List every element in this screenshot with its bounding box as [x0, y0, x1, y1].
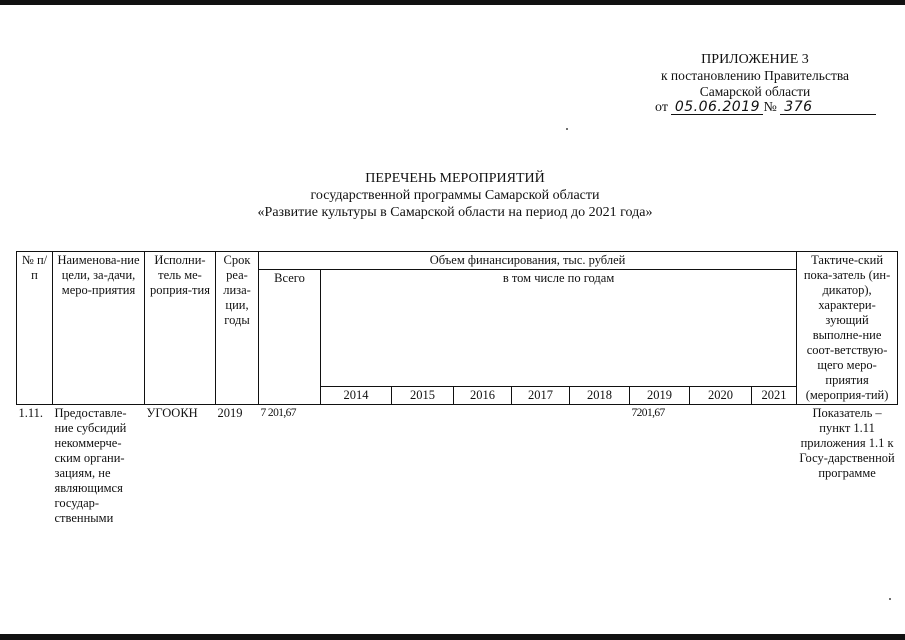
header-term: Срок реа-лиза-ции, годы: [216, 252, 259, 405]
row-2021: [752, 405, 797, 528]
header-by-years: в том числе по годам: [321, 270, 797, 387]
row-2018: [570, 405, 630, 528]
row-2019: 7201,67: [631, 407, 665, 419]
header-year-2014: 2014: [321, 387, 392, 405]
header-num: № п/п: [17, 252, 53, 405]
scan-speck: [566, 128, 568, 130]
row-executor: УГООКН: [146, 406, 198, 420]
row-total: 7 201,67: [260, 407, 296, 419]
header-year-2020: 2020: [690, 387, 752, 405]
title-line-1: ПЕРЕЧЕНЬ МЕРОПРИЯТИЙ: [365, 171, 545, 186]
title-line-2: государственной программы Самарской области: [310, 188, 600, 203]
table-row: [17, 405, 898, 528]
scan-top-border: [0, 0, 905, 5]
row-indicator: Показатель – пункт 1.11 приложения 1.1 к Госу-дарственной программе: [799, 406, 895, 480]
row-2015: [392, 405, 454, 528]
number-prefix: №: [763, 100, 777, 115]
row-name: Предоставле-ние субсидий некоммерче-ским органи-зациям, не являющимся государ-ственными: [54, 406, 127, 525]
row-2017: [512, 405, 570, 528]
header-year-2015: 2015: [392, 387, 454, 405]
header-executor: Исполни-тель ме-роприя-тия: [145, 252, 216, 405]
header-year-2017: 2017: [512, 387, 570, 405]
title-line-3: «Развитие культуры в Самарской области на период до 2021 года»: [257, 205, 653, 220]
appendix-region-line: Самарской области: [699, 84, 811, 99]
row-term: 2019: [217, 406, 243, 420]
date-prefix: от: [655, 100, 668, 115]
header-name: Наименова-ние цели, за-дачи, меро-приятия: [53, 252, 145, 405]
table-body: [17, 405, 898, 528]
scan-bottom-border: [0, 634, 905, 640]
header-year-2019: 2019: [630, 387, 690, 405]
appendix-decree-line: к постановлению Правительства: [660, 68, 850, 83]
header-indicator: Тактиче-ский пока-затель (ин-дикатор), характери-зующий выполне-ние соот-ветствую-щего меро-приятия (мероприя-тий): [797, 252, 898, 405]
header-year-2018: 2018: [570, 387, 630, 405]
document-title: [150, 170, 760, 221]
decree-number: 376: [780, 100, 876, 115]
scan-speck: [889, 598, 891, 600]
row-2014: [321, 405, 392, 528]
row-2020: [690, 405, 752, 528]
row-num: 1.11.: [18, 406, 44, 420]
appendix-block: [620, 52, 890, 100]
header-total: Всего: [259, 270, 321, 405]
decree-date: 05.06.2019: [671, 100, 763, 115]
table-header: [17, 252, 898, 405]
activities-table: [16, 251, 898, 527]
appendix-title: ПРИЛОЖЕНИЕ 3: [701, 52, 809, 67]
row-2016: [454, 405, 512, 528]
header-funding: Объем финансирования, тыс. рублей: [259, 252, 797, 270]
header-year-2016: 2016: [454, 387, 512, 405]
header-year-2021: 2021: [752, 387, 797, 405]
decree-date-line: [655, 100, 876, 116]
